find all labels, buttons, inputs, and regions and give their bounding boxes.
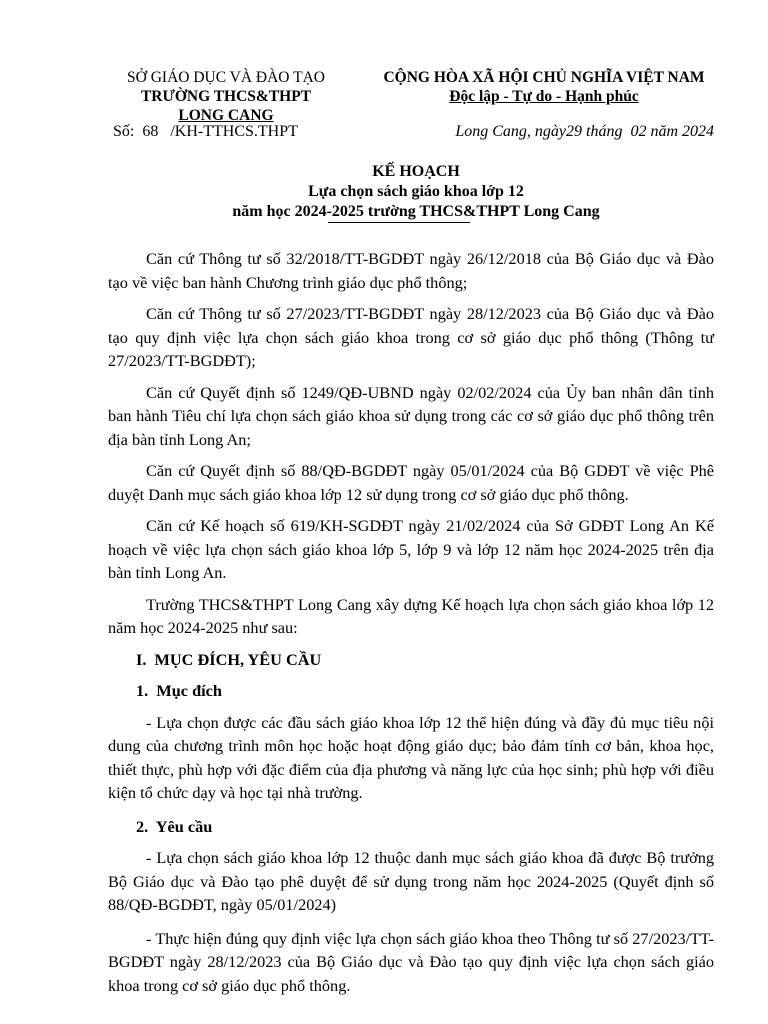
country-name: CỘNG HÒA XÃ HỘI CHỦ NGHĨA VIỆT NAM (383, 69, 705, 86)
school-name-line2: LONG CANG (178, 107, 274, 124)
subsection-2-heading: 2. Yêu cầu (136, 816, 213, 836)
title-subject: Lựa chọn sách giáo khoa lớp 12 (308, 183, 524, 200)
document-body (108, 247, 714, 1005)
purpose-paragraph: - Lựa chọn được các đầu sách giáo khoa lớp 12 thể hiện đúng và đầy đủ mục tiêu nội dung của chương trình môn học hoặc hoạt động giáo dục; bảo đảm tính cơ bản, khoa học, thiết thực, phù hợp với đặc điểm của địa phương và năng lực của học sinh; phù hợp với điều kiện tổ chức dạy và học tại nhà trường. (108, 712, 714, 802)
paragraph-basis-2: Căn cứ Thông tư số 27/2023/TT-BGDĐT ngày 28/12/2023 của Bộ Giáo dục và Đào tạo quy định việc lựa chọn sách giáo khoa trong cơ sở giáo dục phổ thông (Thông tư 27/2023/TT-BGDĐT); (108, 304, 714, 370)
section-1-heading: I. MỤC ĐÍCH, YÊU CẦU (136, 649, 322, 669)
paragraph-basis-3: Căn cứ Quyết định số 1249/QĐ-UBND ngày 02/02/2024 của Ủy ban nhân dân tỉnh ban hành Tiêu chí lựa chọn sách giáo khoa sử dụng trong các cơ sở giáo dục phổ thông trên địa bàn tỉnh Long An; (108, 382, 714, 449)
document-title (96, 162, 736, 222)
motto: Độc lập - Tự do - Hạnh phúc (449, 88, 639, 105)
paragraph-basis-4: Căn cứ Quyết định số 88/QĐ-BGDĐT ngày 05/01/2024 của Bộ GDĐT về việc Phê duyệt Danh mục sách giáo khoa lớp 12 sử dụng trong cơ sở giáo dục phổ thông. (108, 461, 714, 504)
document-number: Số: 68 /KH-TTHCS.THPT (113, 123, 298, 140)
subsection-1-heading: 1. Mục đích (136, 681, 222, 700)
paragraph-intro: Trường THCS&THPT Long Cang xây dựng Kế hoạch lựa chọn sách giáo khoa lớp 12 năm học 2024-2025 như sau: (108, 594, 714, 637)
date-line: Long Cang, ngày29 tháng 02 năm 2024 (455, 123, 714, 140)
requirement-paragraph-2: - Thực hiện đúng quy định việc lựa chọn sách giáo khoa theo Thông tư số 27/2023/TT-BGDĐT ngày 28/12/2023 của Bộ Giáo dục và Đào tạo quy định việc lựa chọn sách giáo khoa trong cơ sở giáo dục phổ thông. (108, 928, 714, 995)
title-underline-rule (328, 222, 470, 223)
agency-line: SỞ GIÁO DỤC VÀ ĐÀO TẠO (127, 69, 325, 86)
paragraph-basis-1: Căn cứ Thông tư số 32/2018/TT-BGDĐT ngày 26/12/2018 của Bộ Giáo dục và Đào tạo về việc ban hành Chương trình giáo dục phổ thông; (108, 249, 714, 292)
national-motto (352, 68, 736, 106)
school-name-line1: TRƯỜNG THCS&THPT (140, 88, 312, 105)
title-year: năm học 2024-2025 trường THCS&THPT Long Cang (232, 203, 600, 220)
issuing-agency (96, 68, 356, 125)
title-main: KẾ HOẠCH (372, 163, 460, 180)
paragraph-basis-5: Căn cứ Kế hoạch số 619/KH-SGDĐT ngày 21/02/2024 của Sở GDĐT Long An Kế hoạch về việc lựa chọn sách giáo khoa lớp 5, lớp 9 và lớp 12 năm học 2024-2025 trên địa bàn tỉnh Long An. (108, 516, 714, 582)
requirement-paragraph-1: - Lựa chọn sách giáo khoa lớp 12 thuộc danh mục sách giáo khoa đã được Bộ trưởng Bộ Giáo dục và Đào tạo phê duyệt để sử dụng trong năm học 2024-2025 (Quyết định số 88/QĐ-BGDĐT, ngày 05/01/2024) (108, 848, 714, 914)
